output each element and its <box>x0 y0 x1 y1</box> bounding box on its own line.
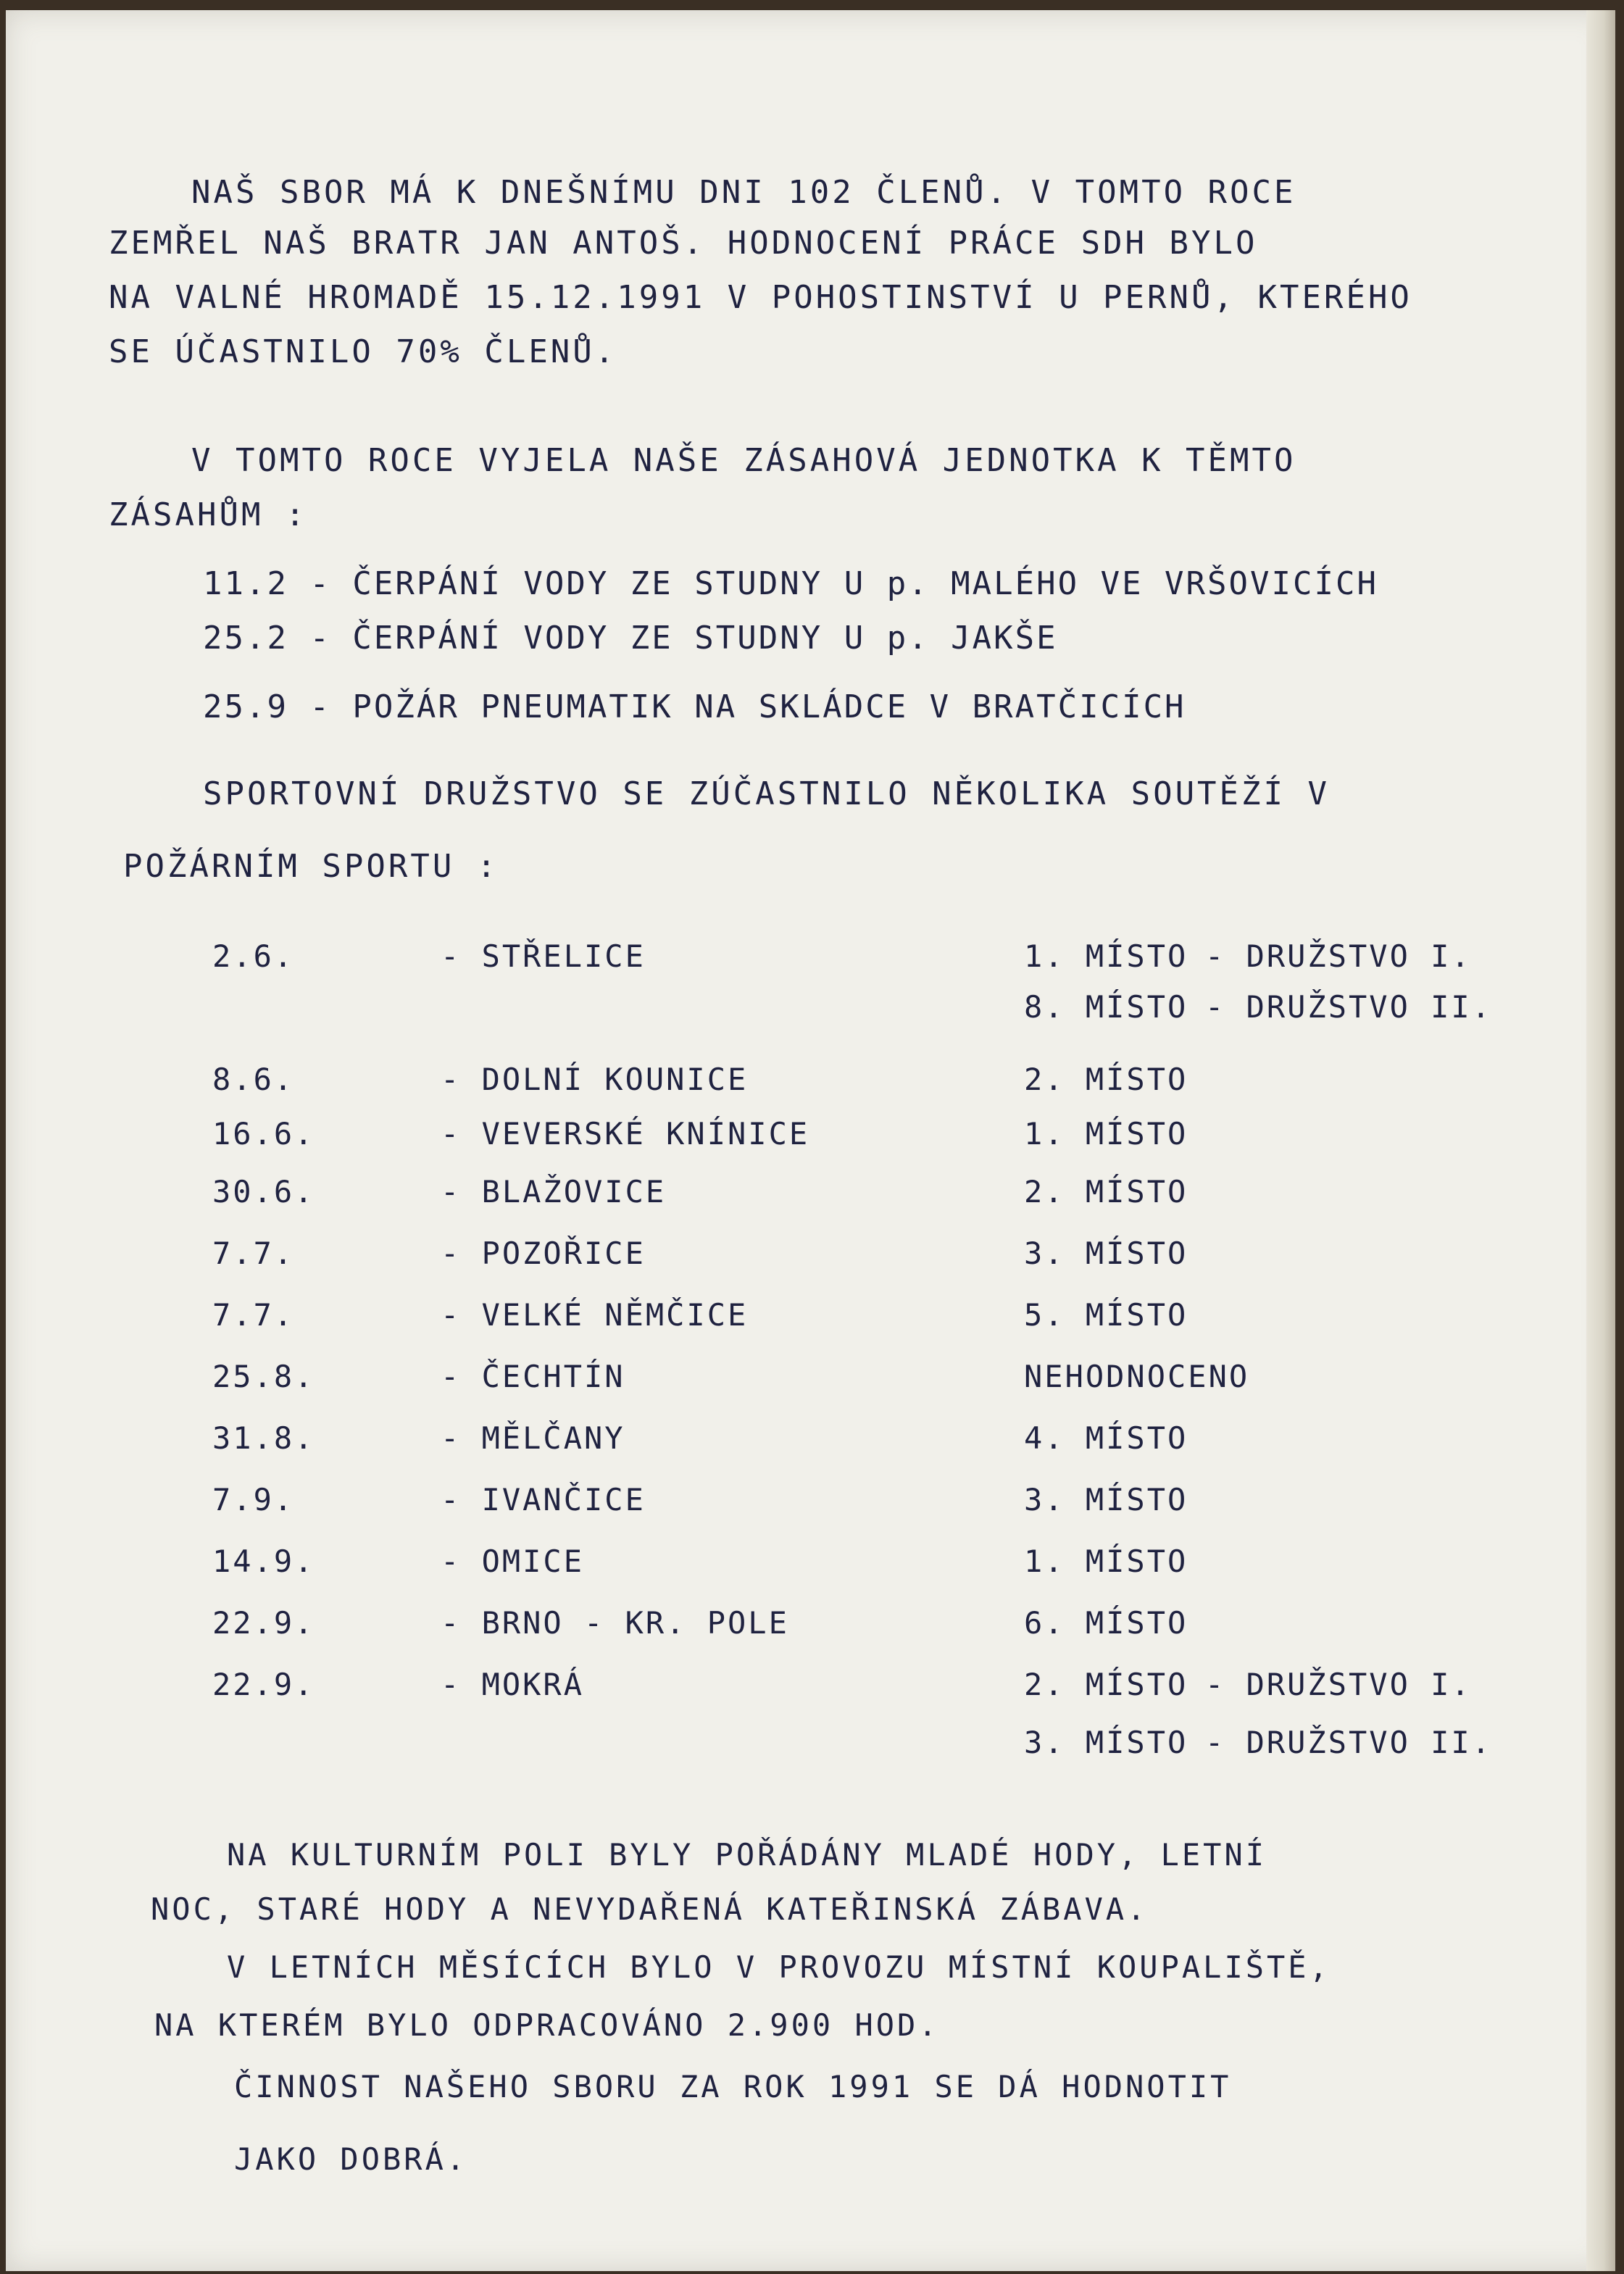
result-rank: 2. MÍSTO <box>1024 1174 1188 1209</box>
result-team: - DRUŽSTVO I. <box>1205 1667 1472 1702</box>
result-date: 16.6. <box>212 1116 315 1151</box>
result-rank: 4. MÍSTO <box>1024 1420 1188 1456</box>
result-team: - DRUŽSTVO II. <box>1205 989 1493 1025</box>
result-rank: 1. MÍSTO <box>1024 938 1188 974</box>
result-team: - DRUŽSTVO I. <box>1205 938 1472 974</box>
result-date: 22.9. <box>212 1667 315 1702</box>
intervention-entry: 25.9 - POŽÁR PNEUMATIK NA SKLÁDCE V BRATČICÍCH <box>203 688 1186 725</box>
result-rank: 6. MÍSTO <box>1024 1605 1188 1641</box>
intro-line: NAŠ SBOR MÁ K DNEŠNÍMU DNI 102 ČLENŮ. V TOMTO ROCE <box>191 174 1296 211</box>
result-place: - ČECHTÍN <box>441 1359 625 1394</box>
result-place: - MOKRÁ <box>441 1667 585 1702</box>
result-date: 25.8. <box>212 1359 315 1394</box>
intro-line: SE ÚČASTNILO 70% ČLENŮ. <box>109 333 617 370</box>
interventions-intro-line: V TOMTO ROCE VYJELA NAŠE ZÁSAHOVÁ JEDNOTKA K TĚMTO <box>191 442 1296 479</box>
result-place: - VEVERSKÉ KNÍNICE <box>441 1116 810 1151</box>
result-rank: 3. MÍSTO <box>1024 1236 1188 1271</box>
intro-line: NA VALNÉ HROMADĚ 15.12.1991 V POHOSTINSTVÍ U PERNŮ, KTERÉHO <box>109 279 1412 316</box>
closing-line: JAKO DOBRÁ. <box>234 2141 468 2177</box>
result-rank: 3. MÍSTO <box>1024 1482 1188 1517</box>
result-rank: 2. MÍSTO <box>1024 1062 1188 1097</box>
interventions-intro-line: ZÁSAHŮM : <box>109 496 308 533</box>
result-rank: 1. MÍSTO <box>1024 1116 1188 1151</box>
result-place: - STŘELICE <box>441 938 646 974</box>
result-place: - VELKÉ NĚMČICE <box>441 1297 749 1333</box>
closing-line: NA KULTURNÍM POLI BYLY POŘÁDÁNY MLADÉ HODY, LETNÍ <box>227 1837 1267 1873</box>
result-date: 7.7. <box>212 1236 295 1271</box>
result-date: 22.9. <box>212 1605 315 1641</box>
result-date: 7.7. <box>212 1297 295 1333</box>
closing-line: V LETNÍCH MĚSÍCÍCH BYLO V PROVOZU MÍSTNÍ KOUPALIŠTĚ, <box>227 1949 1331 1985</box>
closing-line: ČINNOST NAŠEHO SBORU ZA ROK 1991 SE DÁ HODNOTIT <box>234 2069 1232 2104</box>
closing-line: NA KTERÉM BYLO ODPRACOVÁNO 2.900 HOD. <box>154 2007 940 2043</box>
result-place: - BLAŽOVICE <box>441 1174 667 1209</box>
result-team: - DRUŽSTVO II. <box>1205 1725 1493 1760</box>
result-rank: NEHODNOCENO <box>1024 1359 1250 1394</box>
result-rank: 1. MÍSTO <box>1024 1544 1188 1579</box>
handwritten-page <box>6 10 1611 2271</box>
result-rank: 5. MÍSTO <box>1024 1297 1188 1333</box>
result-date: 2.6. <box>212 938 295 974</box>
result-place: - DOLNÍ KOUNICE <box>441 1062 749 1097</box>
sports-intro-line: POŽÁRNÍM SPORTU : <box>123 848 499 885</box>
result-date: 14.9. <box>212 1544 315 1579</box>
result-date: 30.6. <box>212 1174 315 1209</box>
result-place: - MĚLČANY <box>441 1420 625 1456</box>
result-place: - IVANČICE <box>441 1482 646 1517</box>
intro-line: ZEMŘEL NAŠ BRATR JAN ANTOŠ. HODNOCENÍ PRÁCE SDH BYLO <box>109 225 1258 262</box>
result-place: - POZOŘICE <box>441 1236 646 1271</box>
result-rank: 8. MÍSTO <box>1024 989 1188 1025</box>
result-place: - OMICE <box>441 1544 585 1579</box>
sports-intro-line: SPORTOVNÍ DRUŽSTVO SE ZÚČASTNILO NĚKOLIKA SOUTĚŽÍ V <box>203 775 1331 812</box>
result-date: 7.9. <box>212 1482 295 1517</box>
intervention-entry: 11.2 - ČERPÁNÍ VODY ZE STUDNY U p. MALÉHO VE VRŠOVICÍCH <box>203 565 1378 602</box>
result-place: - BRNO - KR. POLE <box>441 1605 789 1641</box>
result-rank: 2. MÍSTO <box>1024 1667 1188 1702</box>
result-date: 8.6. <box>212 1062 295 1097</box>
result-date: 31.8. <box>212 1420 315 1456</box>
intervention-entry: 25.2 - ČERPÁNÍ VODY ZE STUDNY U p. JAKŠE <box>203 620 1058 657</box>
result-rank: 3. MÍSTO <box>1024 1725 1188 1760</box>
closing-line: NOC, STARÉ HODY A NEVYDAŘENÁ KATEŘINSKÁ ZÁBAVA. <box>151 1891 1149 1927</box>
